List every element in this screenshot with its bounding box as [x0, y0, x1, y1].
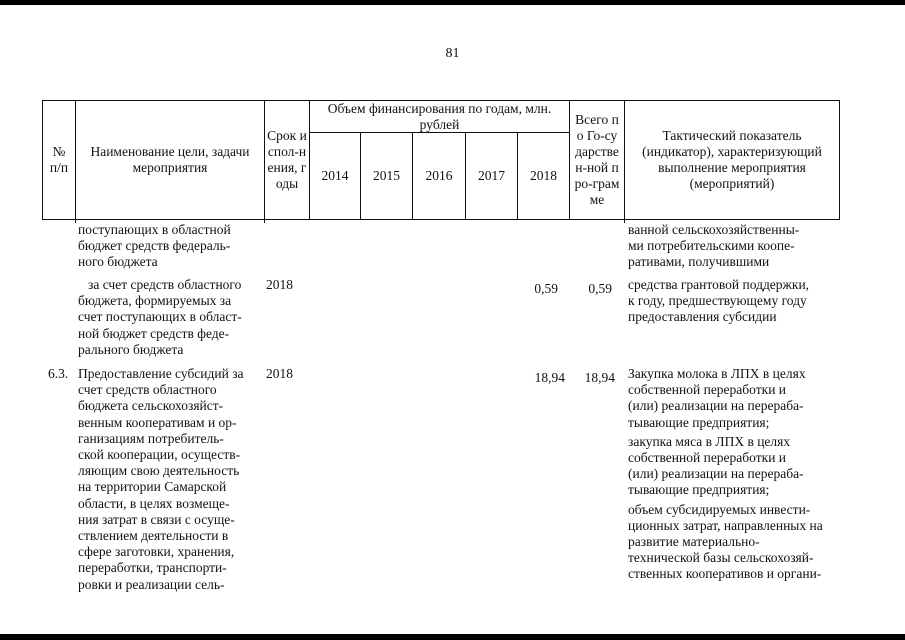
row2-indicator: Закупка молока в ЛПХ в целях собственной переработки и (или) реализации на перераба- тывающие предприятия; закупка мяса в ЛПХ в целях собственной переработки и (или) реализации на перераба- тывающие предприятия; объем субсидируемых инвести- ционных затрат, направленных на развитие материально- технической базы сельскохозяй- ственных кооперативов и органи-	[628, 366, 823, 582]
row2-name: Предоставление субсидий за счет средств областного бюджета сельскохозяйст- венным кооперативам и ор- ганизациям потребитель- ской кооперации, осуществ- ляющим свою деятельность на территории Самарской области, в целях возмеще- ния затрат в связи с осуще- ствлением деятельности в сфере заготовки, хранения, переработки, транспорти- ровки и реализации сель-	[78, 366, 244, 592]
bottom-border	[0, 634, 905, 640]
row0-name: поступающих в областной бюджет средств федераль- ного бюджета	[78, 222, 231, 270]
row2-value-2018: 18,94	[534, 370, 565, 385]
row2-term: 2018	[266, 366, 293, 381]
header-year-2016: 2016	[412, 132, 466, 220]
row2-number: 6.3.	[48, 366, 69, 381]
row1-name: за счет средств областного бюджета, формируемых за счет поступающих в област- ной бюджет средств феде- рального бюджета	[78, 277, 242, 357]
column-border	[624, 219, 625, 223]
row0-indicator: ванной сельскохозяйственны- ми потребительскими коопе- ративами, получившими	[628, 222, 800, 270]
row1-term: 2018	[266, 277, 293, 292]
header-name: Наименование цели, задачи мероприятия	[75, 100, 265, 220]
row1-value-2018: 0,59	[534, 281, 558, 296]
header-total: Всего по Го-сударствен-ной про-грамме	[569, 100, 625, 220]
row2-total: 18,94	[584, 370, 615, 385]
header-number: № п/п	[42, 100, 76, 220]
header-year-2018: 2018	[517, 132, 570, 220]
top-border	[0, 0, 905, 5]
header-year-2015: 2015	[360, 132, 413, 220]
row1-indicator: средства грантовой поддержки, к году, предшествующему году предоставления субсидии	[628, 277, 810, 325]
header-funding: Объем финансирования по годам, млн. рублей	[309, 100, 570, 133]
row1-total: 0,59	[588, 281, 612, 296]
header-indicator: Тактический показатель (индикатор), характеризующий выполнение мероприятия (мероприятий)	[624, 100, 840, 220]
header-year-2014: 2014	[309, 132, 361, 220]
column-border	[264, 219, 265, 223]
header-year-2017: 2017	[465, 132, 518, 220]
header-term: Срок испол-нения, годы	[264, 100, 310, 220]
page-number: 81	[445, 46, 460, 61]
column-border	[75, 219, 76, 223]
